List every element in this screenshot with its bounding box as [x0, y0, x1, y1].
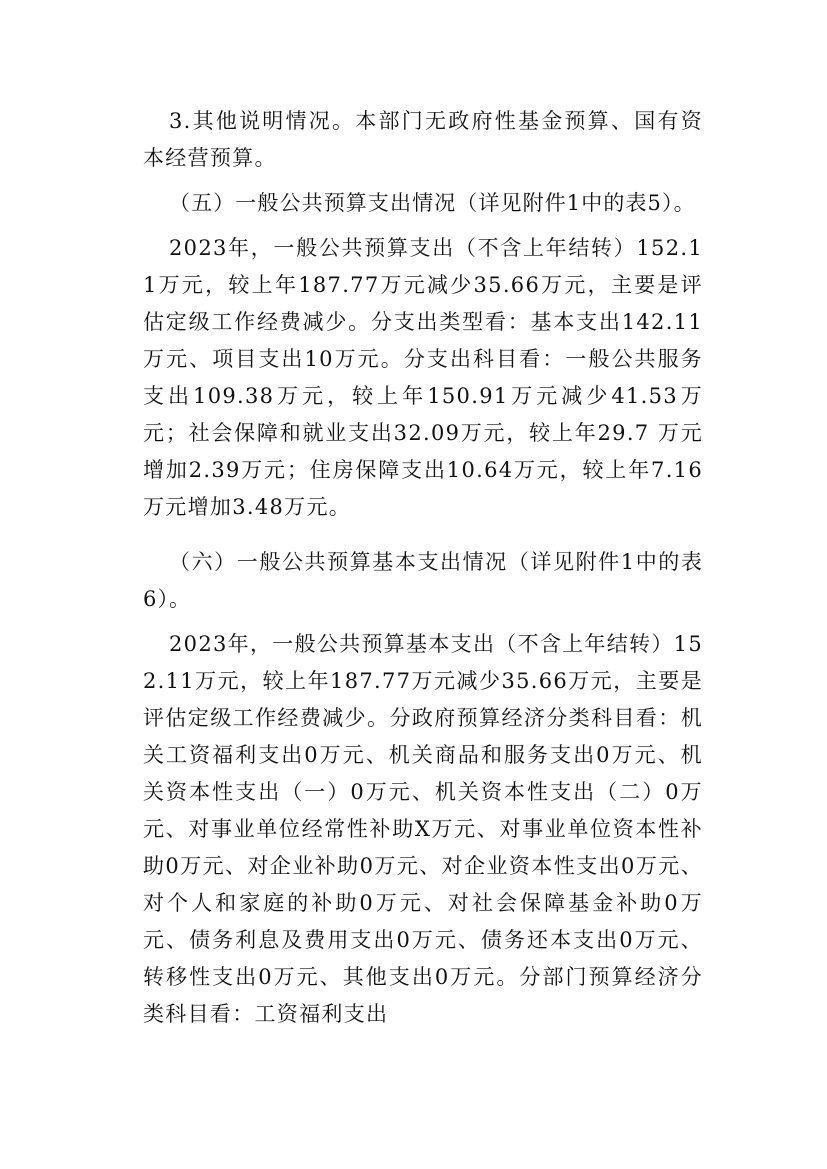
paragraph-general-budget-expenditure: 2023年，一般公共预算支出（不含上年结转）152.11万元，较上年187.77万元减少35.66万元，主要是评估定级工作经费减少。分支出类型看：基本支出142.11万元、项目支出10万元。分支出科目看：一般公共服务支出109.38万元，较上年150.91万元减少41.53万元；社会保障和就业支出32.09万元，较上年29.7 万元增加2.39万元；住房保障支出10.64万元，较上年7.16万元增加3.48万元。: [143, 236, 703, 519]
paragraph-other-notes: 3.其他说明情况。本部门无政府性基金预算、国有资本经营预算。: [143, 109, 703, 170]
section-heading-basic-expenditure: （六）一般公共预算基本支出情况（详见附件1中的表6）。: [143, 550, 703, 611]
paragraph-basic-expenditure: 2023年，一般公共预算基本支出（不含上年结转）152.11万元，较上年187.77万元减少35.66万元，主要是评估定级工作经费减少。分政府预算经济分类科目看：机关工资福利支出0万元、机关商品和服务支出0万元、机关资本性支出（一）0万元、机关资本性支出（二）0万元、对事业单位经常性补助X万元、对事业单位资本性补助0万元、对企业补助0万元、对企业资本性支出0万元、对个人和家庭的补助0万元、对社会保障基金补助0万元、债务利息及费用支出0万元、债务还本支出0万元、转移性支出0万元、其他支出0万元。分部门预算经济分类科目看：工资福利支出: [143, 632, 703, 1026]
section-heading-general-budget-expenditure: （五）一般公共预算支出情况（详见附件1中的表5）。: [169, 191, 696, 215]
